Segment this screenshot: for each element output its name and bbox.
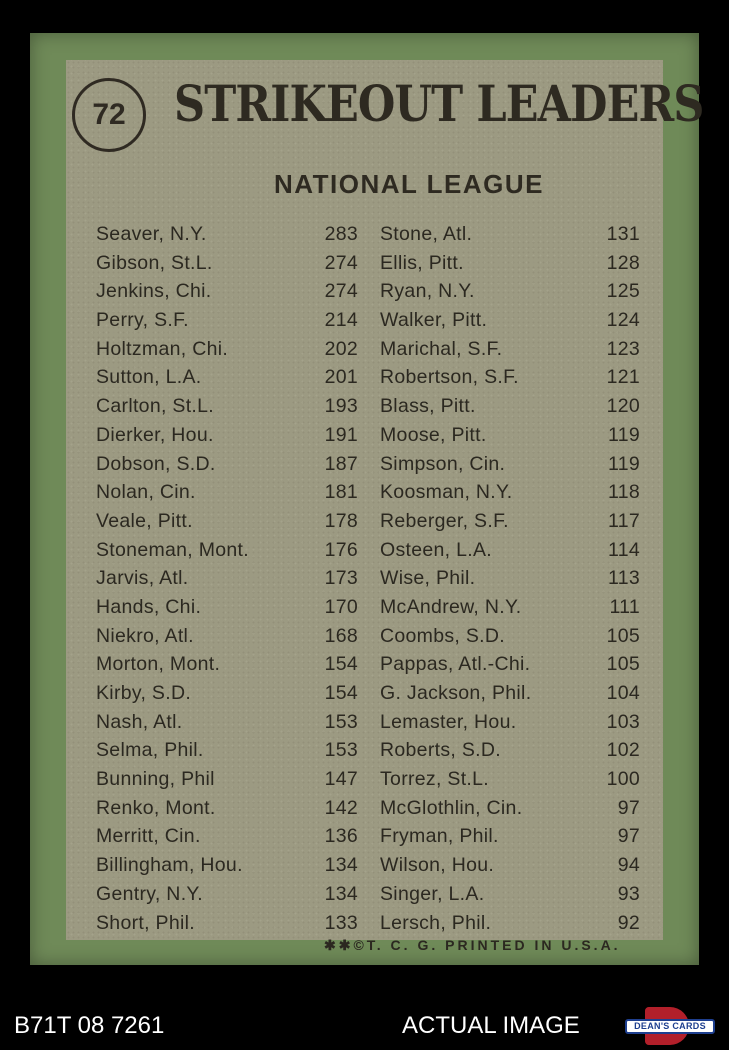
player-name: Sutton, L.A. xyxy=(96,366,202,389)
player-name: Singer, L.A. xyxy=(380,882,485,905)
player-name: Holtzman, Chi. xyxy=(96,337,229,360)
leader-row xyxy=(96,421,358,450)
strikeout-count: 117 xyxy=(608,509,640,532)
player-name: Bunning, Phil xyxy=(96,768,215,791)
leader-row xyxy=(380,450,640,479)
leader-row xyxy=(380,794,640,823)
strikeout-count: 124 xyxy=(606,309,640,332)
strikeout-count: 105 xyxy=(606,653,640,676)
strikeout-count: 187 xyxy=(324,452,358,475)
strikeout-count: 94 xyxy=(617,854,640,877)
leader-row xyxy=(96,708,358,737)
strikeout-count: 102 xyxy=(606,739,640,762)
leader-row xyxy=(380,536,640,565)
leader-row xyxy=(380,249,640,278)
strikeout-count: 191 xyxy=(324,423,358,446)
player-name: Carlton, St.L. xyxy=(96,395,215,418)
strikeout-count: 274 xyxy=(324,280,358,303)
player-name: Niekro, Atl. xyxy=(96,624,194,647)
strikeout-count: 214 xyxy=(324,309,358,332)
player-name: Koosman, N.Y. xyxy=(380,481,513,504)
leader-row xyxy=(380,277,640,306)
leader-row xyxy=(96,909,358,938)
leader-row xyxy=(380,220,640,249)
leader-row xyxy=(380,622,640,651)
strikeout-count: 105 xyxy=(606,624,640,647)
leader-row xyxy=(380,880,640,909)
strikeout-count: 274 xyxy=(324,251,358,274)
player-name: Wilson, Hou. xyxy=(380,854,495,877)
leader-row xyxy=(380,421,640,450)
leader-row xyxy=(96,335,358,364)
player-name: Jenkins, Chi. xyxy=(96,280,212,303)
card-number: 72 xyxy=(92,98,126,131)
leader-row xyxy=(96,478,358,507)
strikeout-count: 103 xyxy=(606,710,640,733)
player-name: Billingham, Hou. xyxy=(96,854,243,877)
player-name: Selma, Phil. xyxy=(96,739,204,762)
leader-row xyxy=(96,679,358,708)
strikeout-count: 153 xyxy=(324,710,358,733)
player-name: Fryman, Phil. xyxy=(380,825,499,848)
player-name: Wise, Phil. xyxy=(380,567,476,590)
strikeout-count: 134 xyxy=(324,882,358,905)
leader-row xyxy=(96,564,358,593)
leader-row xyxy=(96,822,358,851)
leader-row xyxy=(380,507,640,536)
strikeout-count: 170 xyxy=(324,595,358,618)
player-name: Osteen, L.A. xyxy=(380,538,492,561)
leader-row xyxy=(96,650,358,679)
strikeout-count: 134 xyxy=(324,854,358,877)
player-name: G. Jackson, Phil. xyxy=(380,682,532,704)
leader-row xyxy=(380,392,640,421)
leader-row xyxy=(96,622,358,651)
strikeout-count: 125 xyxy=(606,280,640,303)
leader-row xyxy=(380,708,640,737)
strikeout-count: 121 xyxy=(606,366,640,389)
player-name: Hands, Chi. xyxy=(96,595,202,618)
player-name: McGlothlin, Cin. xyxy=(380,796,523,819)
inventory-code: B71T 08 7261 xyxy=(14,1012,165,1039)
leader-row xyxy=(96,220,358,249)
strikeout-count: 142 xyxy=(324,796,358,819)
strikeout-count: 92 xyxy=(617,911,640,934)
player-name: Gentry, N.Y. xyxy=(96,882,203,905)
strikeout-count: 153 xyxy=(324,739,358,762)
strikeout-count: 97 xyxy=(617,796,640,819)
player-name: Simpson, Cin. xyxy=(380,452,506,475)
player-name: Reberger, S.F. xyxy=(380,509,509,532)
leader-row xyxy=(96,392,358,421)
strikeout-count: 181 xyxy=(324,481,358,504)
actual-image-label: ACTUAL IMAGE xyxy=(402,1012,580,1039)
strikeout-count: 104 xyxy=(606,682,640,704)
strikeout-count: 147 xyxy=(324,768,358,791)
player-name: Gibson, St.L. xyxy=(96,251,213,274)
leader-row xyxy=(96,593,358,622)
leader-row xyxy=(380,822,640,851)
leader-row xyxy=(380,564,640,593)
leader-row xyxy=(380,593,640,622)
leader-row xyxy=(380,306,640,335)
leaders-column-right xyxy=(380,220,640,937)
leaders-column-left xyxy=(96,220,358,937)
player-name: Nolan, Cin. xyxy=(96,481,196,504)
leader-row xyxy=(380,478,640,507)
leader-row xyxy=(96,507,358,536)
leader-row xyxy=(96,363,358,392)
logo-text: DEAN'S CARDS xyxy=(625,1019,715,1034)
player-name: Lersch, Phil. xyxy=(380,911,492,934)
leader-row xyxy=(380,851,640,880)
copyright-footer: ✱✱©T. C. G. PRINTED IN U.S.A. xyxy=(324,937,621,953)
leader-row xyxy=(96,536,358,565)
strikeout-count: 136 xyxy=(324,825,358,848)
player-name: Perry, S.F. xyxy=(96,309,189,332)
leader-row xyxy=(380,736,640,765)
card-number-badge xyxy=(72,78,146,152)
strikeout-count: 118 xyxy=(608,481,640,504)
player-name: Blass, Pitt. xyxy=(380,395,476,418)
player-name: Renko, Mont. xyxy=(96,796,216,819)
leader-row xyxy=(380,679,640,708)
leader-row xyxy=(96,765,358,794)
player-name: McAndrew, N.Y. xyxy=(380,595,522,618)
strikeout-count: 178 xyxy=(324,509,358,532)
player-name: Stoneman, Mont. xyxy=(96,538,249,561)
player-name: Dobson, S.D. xyxy=(96,452,216,475)
player-name: Jarvis, Atl. xyxy=(96,567,189,590)
strikeout-count: 168 xyxy=(324,624,358,647)
leader-row xyxy=(96,794,358,823)
leader-row xyxy=(380,909,640,938)
player-name: Short, Phil. xyxy=(96,911,195,934)
player-name: Veale, Pitt. xyxy=(96,509,193,532)
leader-row xyxy=(96,277,358,306)
player-name: Lemaster, Hou. xyxy=(380,710,517,733)
strikeout-count: 113 xyxy=(608,567,640,590)
player-name: Ellis, Pitt. xyxy=(380,251,464,274)
strikeout-count: 202 xyxy=(324,337,358,360)
strikeout-count: 131 xyxy=(606,223,640,245)
strikeout-count: 100 xyxy=(606,768,640,791)
strikeout-count: 173 xyxy=(324,567,358,590)
player-name: Ryan, N.Y. xyxy=(380,280,475,303)
strikeout-count: 201 xyxy=(324,366,358,389)
strikeout-count: 154 xyxy=(324,653,358,676)
leader-row xyxy=(96,880,358,909)
player-name: Dierker, Hou. xyxy=(96,423,214,446)
leader-row xyxy=(380,363,640,392)
player-name: Robertson, S.F. xyxy=(380,366,519,389)
leader-row xyxy=(96,851,358,880)
player-name: Torrez, St.L. xyxy=(380,768,490,791)
card-border xyxy=(30,33,704,965)
strikeout-count: 111 xyxy=(609,595,640,618)
player-name: Nash, Atl. xyxy=(96,710,183,733)
player-name: Marichal, S.F. xyxy=(380,337,503,360)
strikeout-count: 283 xyxy=(324,223,358,245)
leader-row xyxy=(96,736,358,765)
strikeout-count: 123 xyxy=(606,337,640,360)
player-name: Walker, Pitt. xyxy=(380,309,488,332)
strikeout-count: 97 xyxy=(617,825,640,848)
player-name: Seaver, N.Y. xyxy=(96,223,207,245)
strikeout-count: 128 xyxy=(606,251,640,274)
leader-row xyxy=(96,450,358,479)
deans-cards-logo xyxy=(625,1007,715,1045)
strikeout-count: 120 xyxy=(606,395,640,418)
leader-row xyxy=(380,765,640,794)
player-name: Moose, Pitt. xyxy=(380,423,487,446)
strikeout-count: 154 xyxy=(324,682,358,704)
player-name: Stone, Atl. xyxy=(380,223,473,245)
player-name: Coombs, S.D. xyxy=(380,624,505,647)
leader-row xyxy=(380,335,640,364)
player-name: Merritt, Cin. xyxy=(96,825,201,848)
card-title: STRIKEOUT LEADERS xyxy=(174,74,704,133)
player-name: Roberts, S.D. xyxy=(380,739,501,762)
strikeout-count: 119 xyxy=(608,423,640,446)
player-name: Kirby, S.D. xyxy=(96,682,192,704)
strikeout-count: 176 xyxy=(324,538,358,561)
leader-row xyxy=(380,650,640,679)
card-panel xyxy=(66,60,704,953)
card-subtitle: NATIONAL LEAGUE xyxy=(274,169,544,199)
leader-row xyxy=(96,249,358,278)
strikeout-count: 93 xyxy=(617,882,640,905)
strikeout-count: 119 xyxy=(608,452,640,475)
player-name: Morton, Mont. xyxy=(96,653,221,676)
strikeout-count: 114 xyxy=(608,538,640,561)
strikeout-count: 193 xyxy=(324,395,358,418)
leader-row xyxy=(96,306,358,335)
player-name: Pappas, Atl.-Chi. xyxy=(380,653,531,676)
strikeout-count: 133 xyxy=(324,911,358,934)
